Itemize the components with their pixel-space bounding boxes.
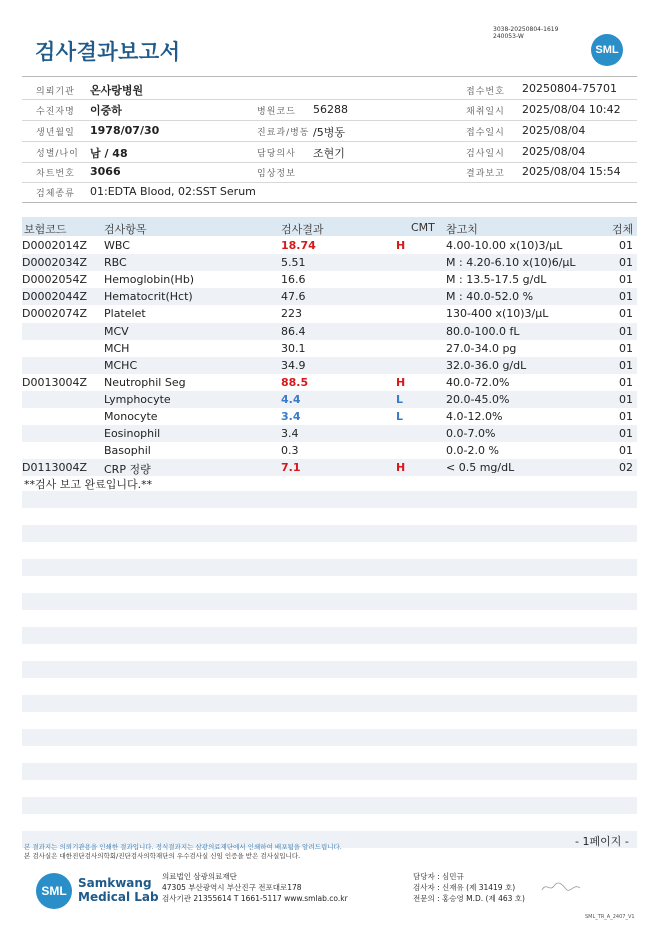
- test-item: Platelet: [104, 307, 146, 321]
- test-item: Hematocrit(Hct): [104, 290, 193, 304]
- empty-row-band: [22, 525, 637, 542]
- test-result: 16.6: [281, 273, 306, 287]
- specimen-no: 01: [619, 341, 633, 355]
- reference-range: 32.0-36.0 g/dL: [446, 358, 527, 372]
- reference-range: 130-400 x(10)3/μL: [446, 307, 549, 321]
- test-result: 0.3: [281, 444, 299, 458]
- divider: [22, 182, 637, 183]
- hospital-label: 의뢰기관: [36, 87, 75, 97]
- sml-footer-logo: SML: [36, 873, 72, 909]
- test-item: MCH: [104, 341, 130, 355]
- specimen-no: 01: [619, 273, 633, 287]
- table-row: [22, 391, 637, 408]
- col-spec-header: 검체: [612, 223, 634, 236]
- empty-row-band: [22, 593, 637, 610]
- brand-name: [78, 876, 159, 904]
- doctor-name: 조현기: [313, 147, 345, 160]
- reference-range: M : 13.5-17.5 g/dL: [446, 273, 547, 287]
- table-row: [22, 408, 637, 425]
- empty-row-band: [22, 797, 637, 814]
- specimen-types: 01:EDTA Blood, 02:SST Serum: [90, 185, 256, 198]
- chart-label: 차트번호: [36, 169, 75, 179]
- notice-line-1: 본 결과지는 의뢰기관용을 인쇄한 결과입니다. 정식결과지는 삼광의료재단에서 인쇄하여 배포됨을 알려드립니다.: [24, 843, 342, 851]
- divider: [22, 76, 637, 77]
- receipt-no: 20250804-75701: [522, 82, 617, 95]
- insurance-code: D0002044Z: [22, 290, 87, 304]
- test-item: Neutrophil Seg: [104, 375, 186, 389]
- specimen-no: 01: [619, 444, 633, 458]
- test-result: 34.9: [281, 358, 306, 372]
- specimen-no: 01: [619, 427, 633, 441]
- test-date: 2025/08/04: [522, 145, 586, 158]
- examiner: 검사자 : 신재유 (제 31419 호): [413, 883, 516, 892]
- document-code-line2: 240053-W: [493, 33, 524, 40]
- reference-range: 80.0-100.0 fL: [446, 324, 520, 338]
- hospital-code-label: 병원코드: [257, 107, 296, 117]
- reference-range: 4.0-12.0%: [446, 410, 503, 423]
- empty-row-band: [22, 729, 637, 746]
- test-item: RBC: [104, 256, 127, 270]
- specimen-no: 01: [619, 392, 633, 406]
- specimen-no: 01: [619, 375, 633, 389]
- page-number: - 1페이지 -: [575, 835, 629, 848]
- test-result: 5.51: [281, 256, 306, 270]
- table-row: [22, 271, 637, 288]
- receipt-no-label: 접수번호: [466, 87, 505, 97]
- empty-row-band: [22, 763, 637, 780]
- empty-row-band: [22, 695, 637, 712]
- sml-logo: SML: [591, 34, 623, 66]
- reference-range: M : 40.0-52.0 %: [446, 290, 534, 304]
- dob: 1978/07/30: [90, 124, 160, 137]
- reference-range: 0.0-2.0 %: [446, 444, 499, 458]
- document-code-line1: 3038-20250804-1619: [493, 26, 559, 33]
- specimen-label: 검체종류: [36, 189, 75, 199]
- table-row: [22, 374, 637, 391]
- specimen-no: 01: [619, 256, 633, 270]
- table-row: [22, 305, 637, 322]
- test-item: MCHC: [104, 358, 138, 372]
- empty-row-band: [22, 627, 637, 644]
- divider: [22, 141, 637, 142]
- test-label: 검사일시: [466, 149, 505, 159]
- empty-row-band: [22, 559, 637, 576]
- test-result: 3.4: [281, 410, 301, 423]
- test-result: 7.1: [281, 461, 301, 475]
- insurance-code: D0002074Z: [22, 307, 87, 321]
- divider: [22, 99, 637, 100]
- brand-line-2: Medical Lab: [78, 890, 159, 904]
- dob-label: 생년월일: [36, 128, 75, 138]
- org-address: 47305 부산광역시 부산진구 전포대로178: [162, 883, 302, 892]
- test-result: 4.4: [281, 392, 301, 406]
- specimen-no: 01: [619, 324, 633, 338]
- cmt-flag: H: [396, 461, 406, 475]
- sex-age: 남 / 48: [90, 147, 128, 160]
- table-row: [22, 442, 637, 459]
- table-row: [22, 357, 637, 374]
- brand-line-1: Samkwang: [78, 876, 152, 890]
- divider: [22, 120, 637, 121]
- doctor-label: 담당의사: [257, 149, 296, 159]
- report-label: 결과보고: [466, 169, 505, 179]
- hospital-code: 56288: [313, 103, 348, 116]
- specimen-no: 01: [619, 239, 633, 252]
- test-item: CRP 정량: [104, 463, 151, 477]
- receipt-date: 2025/08/04: [522, 124, 586, 137]
- reference-range: < 0.5 mg/dL: [446, 461, 515, 475]
- table-row: [22, 425, 637, 442]
- insurance-code: D0013004Z: [22, 375, 87, 389]
- chart-no: 3066: [90, 165, 121, 178]
- test-item: WBC: [104, 239, 130, 252]
- reference-range: 27.0-34.0 pg: [446, 341, 517, 355]
- document-code: [493, 26, 558, 40]
- table-row: [22, 254, 637, 271]
- insurance-code: D0002034Z: [22, 256, 87, 270]
- table-row: [22, 237, 637, 254]
- specimen-no: 01: [619, 358, 633, 372]
- empty-row-band: [22, 491, 637, 508]
- specimen-no: 01: [619, 410, 633, 423]
- specialist: 전문의 : 홍승영 M.D. (제 463 호): [413, 894, 525, 903]
- specimen-no: 02: [619, 461, 633, 475]
- cmt-flag: L: [396, 410, 404, 423]
- test-item: Basophil: [104, 444, 151, 458]
- report-title: 검사결과보고서: [35, 40, 181, 64]
- test-item: MCV: [104, 324, 129, 338]
- form-code: SML_TR_A_2407_V1: [585, 914, 635, 920]
- divider: [22, 162, 637, 163]
- col-result-header: 검사결과: [281, 223, 324, 236]
- specimen-no: 01: [619, 307, 633, 321]
- receipt-label: 접수일시: [466, 128, 505, 138]
- table-row: [22, 459, 637, 476]
- test-result: 18.74: [281, 239, 316, 252]
- reference-range: 40.0-72.0%: [446, 375, 510, 389]
- table-row: [22, 323, 637, 340]
- reference-range: 20.0-45.0%: [446, 392, 510, 406]
- divider: [22, 202, 637, 203]
- collect-datetime: 2025/08/04 10:42: [522, 103, 621, 116]
- test-result: 86.4: [281, 324, 306, 338]
- signature-mark: [540, 880, 586, 894]
- test-item: Eosinophil: [104, 427, 161, 441]
- test-item: Hemoglobin(Hb): [104, 273, 195, 287]
- test-item: Lymphocyte: [104, 392, 171, 406]
- clinical-label: 임상정보: [257, 169, 296, 179]
- cmt-flag: L: [396, 392, 404, 406]
- patient-name: 이중하: [90, 104, 122, 117]
- org-info: [162, 871, 348, 904]
- table-row: [22, 288, 637, 305]
- cmt-flag: H: [396, 375, 406, 389]
- col-item-header: 검사항목: [104, 223, 147, 236]
- table-row: [22, 340, 637, 357]
- reference-range: 4.00-10.00 x(10)3/μL: [446, 239, 563, 252]
- test-result: 47.6: [281, 290, 306, 304]
- notice-line-2: 본 검사실은 대한진단검사의학회/진단검사의학재단의 우수검사실 신임 인증을 받은 검사실입니다.: [24, 852, 301, 860]
- manager: 담당자 : 심민규: [413, 872, 464, 881]
- test-result: 223: [281, 307, 302, 321]
- test-result: 30.1: [281, 341, 306, 355]
- col-ref-header: 참고치: [446, 223, 478, 236]
- cmt-flag: H: [396, 239, 406, 252]
- dept: /5병동: [313, 126, 345, 139]
- dept-label: 진료과/병동: [257, 128, 310, 138]
- test-result: 88.5: [281, 375, 309, 389]
- hospital-name: 온사랑병원: [90, 84, 144, 97]
- collect-label: 채취일시: [466, 107, 505, 117]
- insurance-code: D0002014Z: [22, 239, 87, 252]
- org-name: 의료법인 삼광의료재단: [162, 872, 237, 881]
- test-result: 3.4: [281, 427, 299, 441]
- col-cmt-header: CMT: [411, 221, 435, 234]
- signatories: [413, 871, 525, 904]
- reference-range: 0.0-7.0%: [446, 427, 496, 441]
- col-code-header: 보험코드: [24, 223, 67, 236]
- empty-row-band: [22, 661, 637, 678]
- test-item: Monocyte: [104, 410, 158, 423]
- insurance-code: D0113004Z: [22, 461, 87, 475]
- sexage-label: 성별/나이: [36, 149, 79, 159]
- reference-range: M : 4.20-6.10 x(10)6/μL: [446, 256, 576, 270]
- insurance-code: D0002054Z: [22, 273, 87, 287]
- name-label: 수진자명: [36, 107, 75, 117]
- report-complete-message: **검사 보고 완료입니다.**: [24, 478, 153, 491]
- specimen-no: 01: [619, 290, 633, 304]
- report-datetime: 2025/08/04 15:54: [522, 165, 621, 178]
- org-contact: 검사기관 21355614 T 1661-5117 www.smlab.co.kr: [162, 894, 348, 903]
